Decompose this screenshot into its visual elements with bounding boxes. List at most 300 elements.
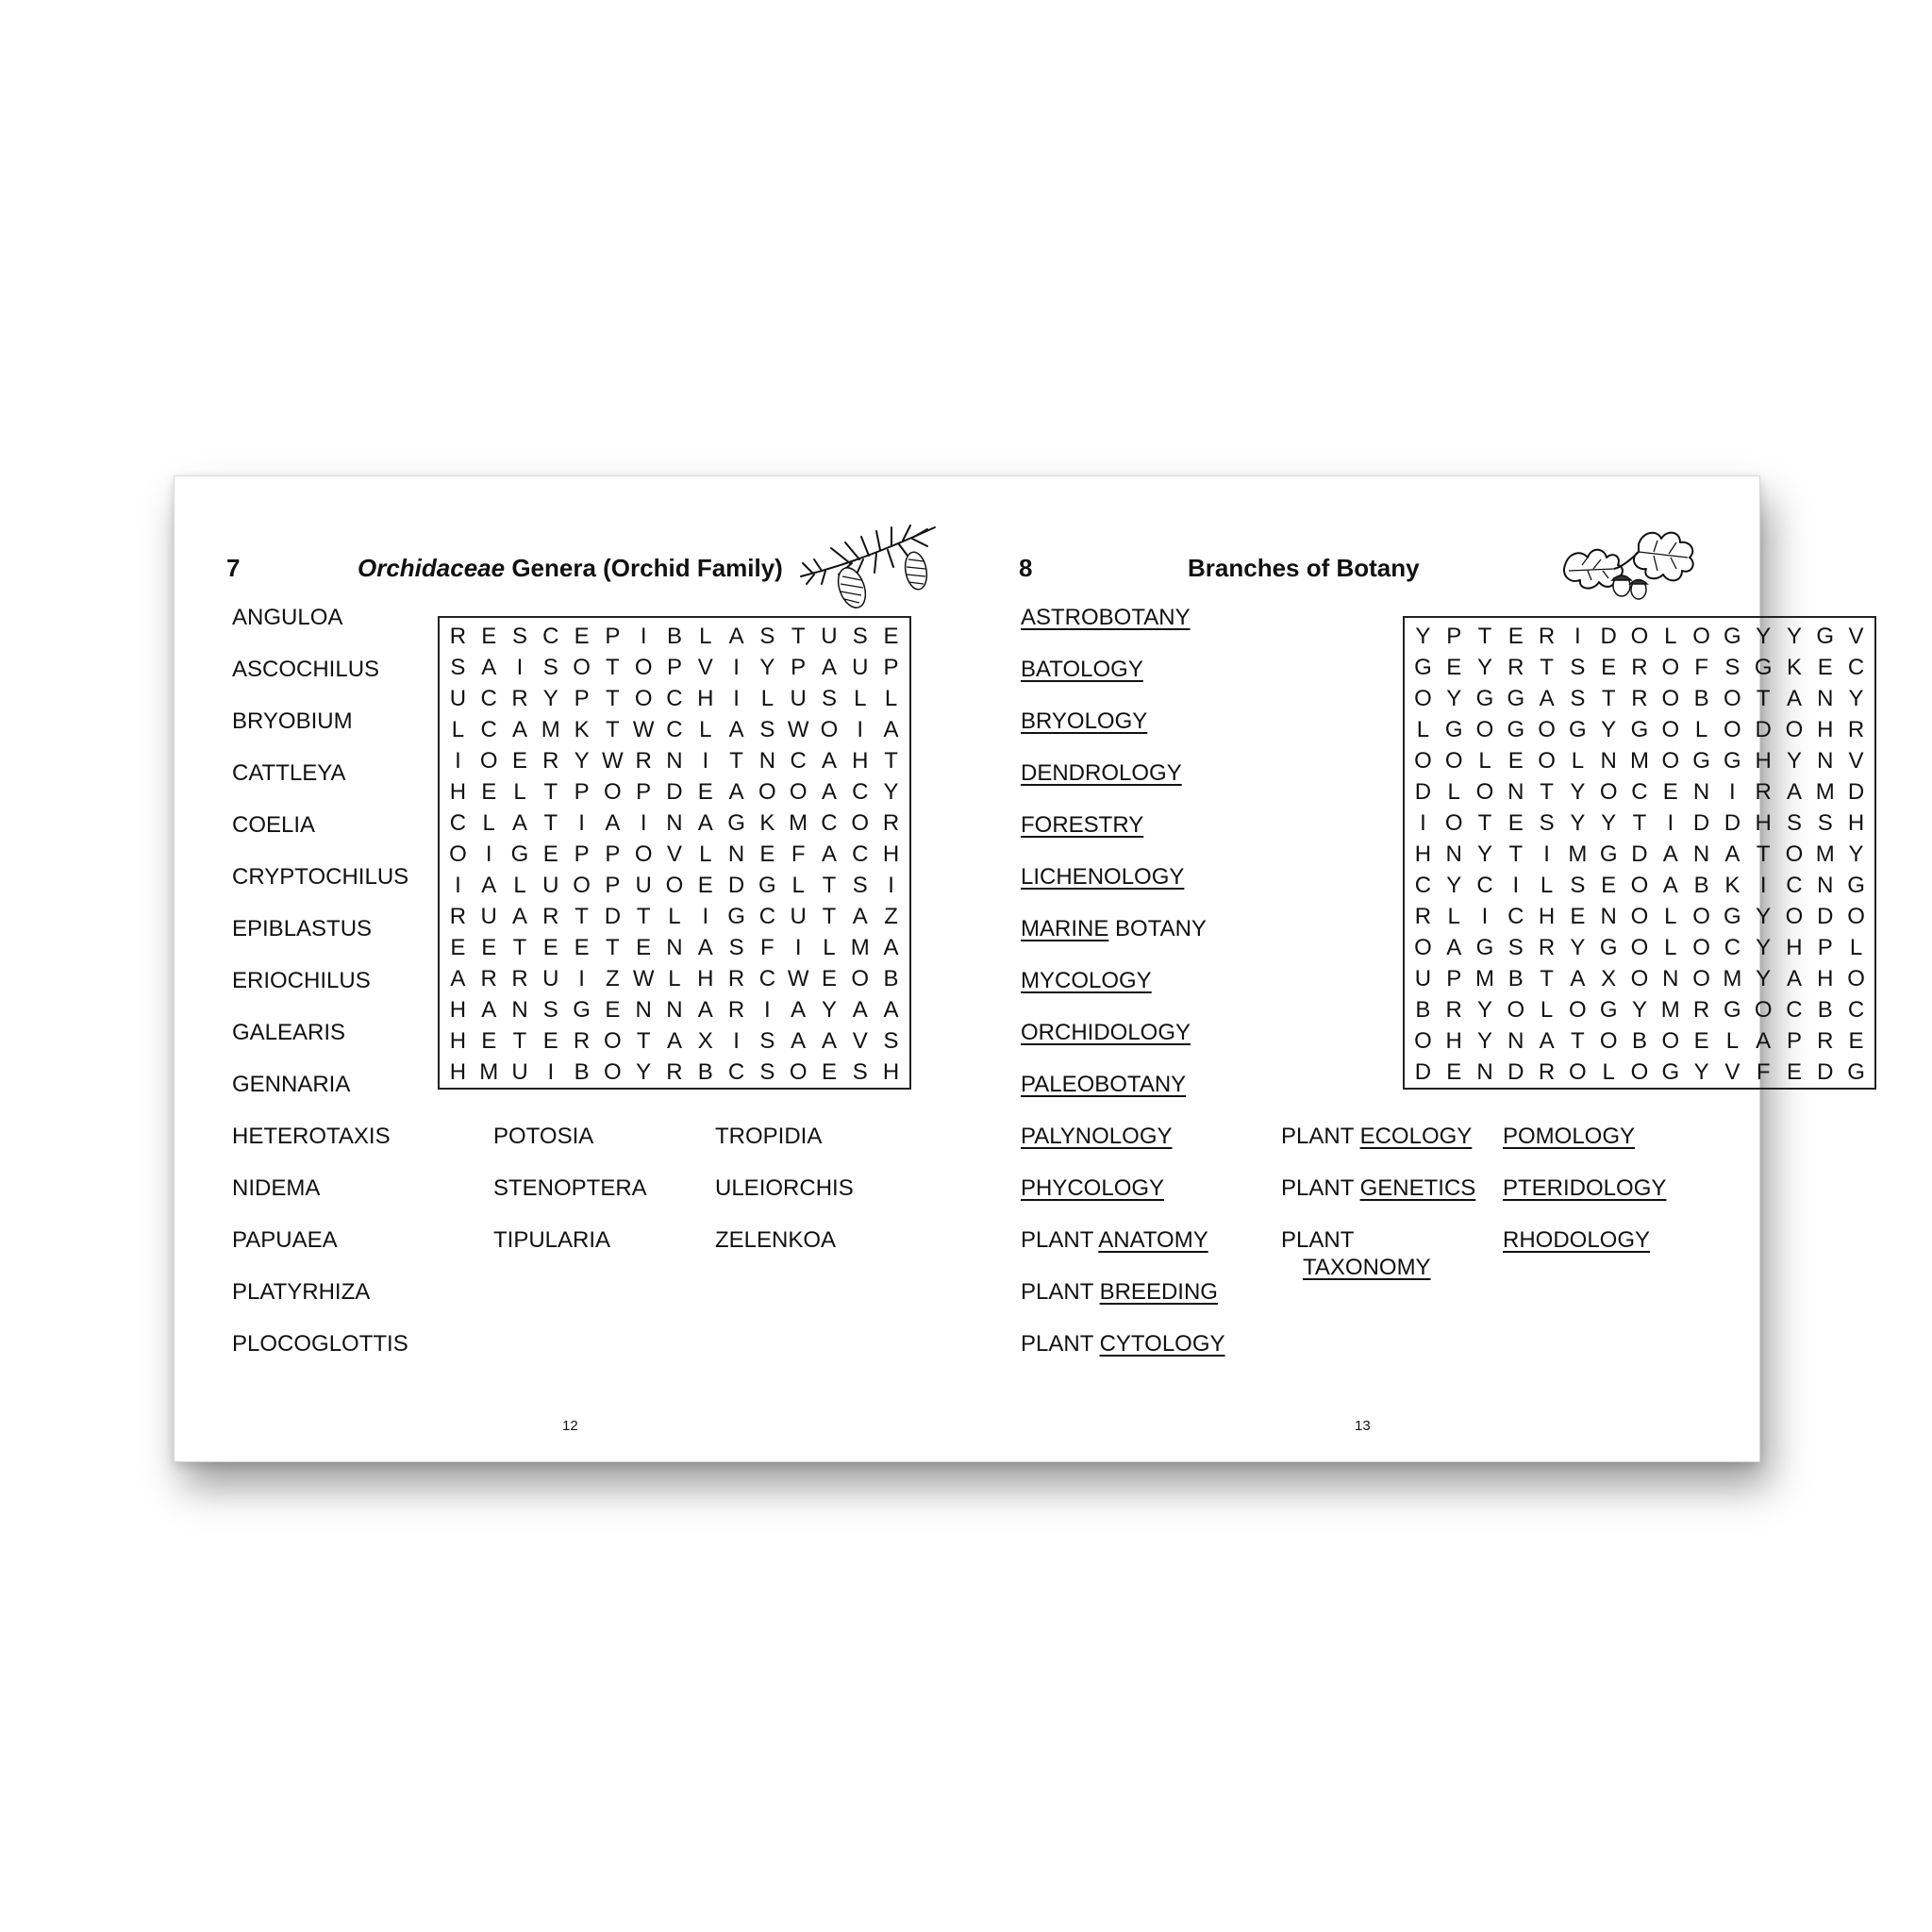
grid-letter: E (574, 935, 590, 960)
grid-letter: I (1759, 873, 1767, 898)
grid-letter: A (728, 624, 744, 649)
grid-letter: R (480, 966, 497, 991)
grid-letter: H (882, 841, 900, 867)
grid-letter: F (1694, 655, 1708, 680)
word-item: DENDROLOGY (1021, 760, 1182, 786)
puzzle-number: 8 (1019, 554, 1033, 582)
letter-grid (1403, 616, 1876, 1090)
grid-letter: C (480, 717, 497, 742)
grid-letter: U (449, 686, 467, 711)
grid-letter: G (1847, 873, 1865, 898)
grid-letter: R (1414, 904, 1432, 929)
grid-letter: S (759, 624, 775, 649)
grid-letter: A (852, 904, 868, 929)
grid-letter: M (1723, 966, 1742, 991)
grid-letter: P (1786, 1028, 1802, 1054)
grid-letter: K (574, 717, 590, 742)
grid-letter: C (1786, 873, 1803, 898)
book-spread (174, 475, 1865, 1462)
grid-letter: B (574, 1059, 590, 1085)
grid-letter: H (1538, 904, 1556, 929)
grid-letter: H (697, 966, 714, 991)
grid-letter: D (1692, 810, 1710, 836)
grid-letter: R (666, 1059, 683, 1085)
grid-letter: O (1847, 966, 1865, 991)
grid-letter: Y (1476, 997, 1492, 1023)
grid-letter: M (1815, 779, 1835, 805)
grid-letter: C (1724, 935, 1741, 960)
grid-letter: N (1600, 748, 1617, 774)
grid-letter: O (1414, 686, 1432, 711)
grid-letter: R (1631, 686, 1648, 711)
grid-letter: E (636, 935, 652, 960)
grid-letter: R (1847, 717, 1865, 742)
page-number: 12 (562, 1418, 578, 1434)
grid-letter: A (883, 717, 899, 742)
grid-row (1407, 870, 1872, 901)
grid-letter: P (883, 655, 899, 680)
grid-letter: N (666, 810, 683, 836)
grid-row (1407, 1057, 1872, 1088)
grid-letter: D (1507, 1059, 1524, 1085)
grid-letter: Y (1756, 904, 1772, 929)
grid-row (442, 870, 907, 901)
grid-letter: A (1724, 841, 1740, 867)
grid-letter: O (1599, 1028, 1618, 1054)
grid-letter: I (1667, 810, 1674, 836)
grid-letter: A (1786, 686, 1802, 711)
word-item: TIPULARIA (493, 1227, 611, 1253)
right-page (967, 476, 1865, 1461)
grid-letter: A (450, 966, 466, 991)
grid-letter: R (727, 997, 745, 1023)
grid-letter: Y (1415, 624, 1431, 649)
grid-letter: S (759, 1028, 775, 1054)
grid-letter: E (481, 935, 497, 960)
word-item: BATOLOGY (1021, 657, 1143, 682)
grid-letter: M (1568, 841, 1588, 867)
grid-letter: O (1847, 904, 1865, 929)
grid-letter: O (479, 748, 498, 774)
grid-letter: G (1724, 748, 1741, 774)
grid-letter: S (852, 1059, 868, 1085)
grid-letter: T (1756, 841, 1771, 867)
grid-letter: E (1693, 1028, 1709, 1054)
grid-letter: L (1478, 748, 1491, 774)
grid-letter: S (759, 717, 775, 742)
grid-letter: O (1661, 717, 1680, 742)
grid-letter: S (1786, 810, 1802, 836)
grid-letter: D (1724, 810, 1741, 836)
grid-letter: C (852, 841, 869, 867)
grid-letter: E (697, 779, 713, 805)
grid-letter: C (449, 810, 467, 836)
grid-letter: O (665, 873, 684, 898)
grid-letter: S (542, 997, 558, 1023)
grid-letter: S (759, 1059, 775, 1085)
grid-letter: U (852, 655, 869, 680)
grid-letter: H (697, 686, 714, 711)
grid-letter: B (1631, 1028, 1647, 1054)
grid-row (1407, 932, 1872, 963)
grid-letter: U (542, 966, 559, 991)
word-item: POMOLOGY (1503, 1124, 1636, 1149)
grid-letter: A (821, 748, 837, 774)
grid-letter: O (1414, 748, 1432, 774)
grid-letter: I (1543, 841, 1550, 867)
grid-letter: Y (1756, 935, 1772, 960)
grid-letter: U (1414, 966, 1432, 991)
grid-letter: R (449, 624, 467, 649)
puzzle-number: 7 (226, 554, 241, 582)
grid-letter: R (573, 1028, 591, 1054)
word-item: ULEIORCHIS (715, 1175, 854, 1201)
grid-row (442, 776, 907, 808)
grid-letter: S (1570, 655, 1586, 680)
grid-row (442, 994, 907, 1025)
grid-row (442, 652, 907, 683)
grid-letter: A (1662, 841, 1678, 867)
grid-letter: I (888, 873, 894, 898)
grid-letter: A (511, 904, 527, 929)
grid-letter: P (1817, 935, 1833, 960)
grid-letter: A (883, 935, 899, 960)
grid-letter: W (632, 966, 655, 991)
grid-row (442, 901, 907, 932)
grid-letter: F (791, 841, 806, 867)
grid-row (442, 808, 907, 839)
grid-letter: L (513, 873, 526, 898)
grid-letter: C (1786, 997, 1803, 1023)
grid-letter: T (1540, 655, 1554, 680)
grid-letter: U (542, 873, 559, 898)
grid-letter: H (882, 1059, 900, 1085)
grid-letter: T (512, 935, 527, 960)
grid-letter: P (605, 624, 621, 649)
word-item: PLANT ANATOMY (1021, 1227, 1208, 1253)
grid-letter: P (574, 779, 590, 805)
grid-letter: T (575, 904, 589, 929)
grid-letter: I (455, 873, 461, 898)
grid-letter: S (1724, 655, 1740, 680)
grid-letter: R (542, 748, 559, 774)
grid-letter: A (481, 997, 497, 1023)
grid-letter: U (635, 873, 652, 898)
grid-letter: E (1507, 624, 1524, 649)
grid-letter: P (636, 779, 652, 805)
grid-letter: N (1445, 841, 1462, 867)
grid-letter: S (1570, 873, 1586, 898)
grid-letter: Y (1570, 810, 1586, 836)
word-item: RHODOLOGY (1503, 1227, 1651, 1253)
grid-letter: N (1600, 904, 1617, 929)
grid-letter: Y (1848, 841, 1864, 867)
grid-letter: G (1507, 717, 1525, 742)
grid-letter: G (510, 841, 529, 867)
grid-letter: Y (1693, 1059, 1709, 1085)
grid-letter: S (1507, 935, 1524, 960)
grid-letter: O (1599, 779, 1618, 805)
grid-letter: T (822, 904, 837, 929)
grid-letter: C (1631, 779, 1648, 805)
pine-cone-branch-icon (793, 522, 944, 612)
grid-letter: E (821, 1059, 837, 1085)
grid-letter: A (791, 997, 807, 1023)
grid-letter: L (823, 935, 836, 960)
grid-letter: N (1817, 873, 1834, 898)
grid-letter: M (541, 717, 560, 742)
grid-letter: Y (542, 686, 558, 711)
word-item: LICHENOLOGY (1021, 864, 1185, 890)
grid-letter: P (1446, 966, 1462, 991)
grid-letter: L (1849, 935, 1863, 960)
grid-letter: H (449, 1059, 467, 1085)
grid-letter: C (666, 717, 683, 742)
grid-letter: I (733, 686, 740, 711)
grid-letter: E (1507, 748, 1524, 774)
grid-letter: O (1661, 686, 1680, 711)
grid-letter: E (697, 873, 713, 898)
grid-letter: O (634, 841, 653, 867)
grid-letter: G (573, 997, 591, 1023)
grid-letter: V (697, 655, 713, 680)
grid-letter: L (1571, 748, 1585, 774)
grid-letter: C (1476, 873, 1493, 898)
grid-letter: U (511, 1059, 528, 1085)
grid-letter: M (1660, 997, 1680, 1023)
grid-letter: I (516, 655, 524, 680)
grid-letter: L (1447, 904, 1460, 929)
grid-letter: G (1507, 686, 1525, 711)
grid-letter: E (542, 1028, 558, 1054)
grid-letter: O (1538, 748, 1556, 774)
grid-letter: G (1692, 748, 1710, 774)
grid-letter: Z (884, 904, 898, 929)
grid-letter: E (883, 624, 899, 649)
grid-letter: I (764, 997, 771, 1023)
grid-letter: Y (1476, 841, 1492, 867)
grid-letter: H (1786, 935, 1803, 960)
grid-letter: A (1539, 686, 1555, 711)
grid-letter: P (791, 655, 807, 680)
grid-letter: F (1756, 1059, 1771, 1085)
grid-letter: T (636, 1028, 651, 1054)
grid-letter: C (1414, 873, 1432, 898)
grid-letter: N (1476, 1059, 1493, 1085)
grid-letter: H (1817, 717, 1834, 742)
grid-letter: T (1477, 624, 1492, 649)
grid-letter: O (604, 1059, 622, 1085)
word-item: PLANT GENETICS (1281, 1175, 1476, 1201)
grid-letter: T (1477, 810, 1492, 836)
grid-letter: S (1539, 810, 1555, 836)
grid-letter: P (1446, 624, 1462, 649)
grid-letter: O (758, 779, 776, 805)
grid-letter: B (1817, 997, 1833, 1023)
grid-letter: G (1599, 935, 1618, 960)
grid-letter: R (542, 904, 559, 929)
grid-letter: E (542, 935, 558, 960)
grid-letter: E (1507, 810, 1524, 836)
grid-letter: O (1414, 935, 1432, 960)
word-item: COELIA (232, 812, 316, 838)
grid-letter: O (1475, 717, 1494, 742)
word-item: PLATYRHIZA (232, 1279, 371, 1305)
grid-row (442, 1025, 907, 1057)
grid-letter: I (547, 1059, 555, 1085)
grid-letter: R (1538, 624, 1556, 649)
grid-letter: I (1420, 810, 1426, 836)
word-item: MYCOLOGY (1021, 968, 1152, 993)
grid-letter: O (1444, 810, 1463, 836)
word-item: CRYPTOCHILUS (232, 864, 409, 890)
grid-letter: E (1601, 873, 1617, 898)
grid-letter: D (1847, 779, 1865, 805)
grid-letter: O (604, 1028, 622, 1054)
grid-letter: V (852, 1028, 868, 1054)
grid-letter: F (760, 935, 774, 960)
word-item: STENOPTERA (493, 1175, 647, 1201)
grid-row (442, 745, 907, 776)
grid-letter: E (481, 779, 497, 805)
grid-letter: Y (574, 748, 590, 774)
grid-letter: E (542, 841, 558, 867)
grid-letter: G (1630, 717, 1649, 742)
grid-letter: G (1724, 904, 1741, 929)
grid-row (1407, 683, 1872, 714)
grid-letter: U (821, 624, 838, 649)
grid-letter: O (1630, 873, 1649, 898)
grid-letter: N (1817, 686, 1834, 711)
grid-letter: O (820, 717, 839, 742)
grid-letter: O (1630, 624, 1649, 649)
grid-letter: H (1817, 966, 1834, 991)
grid-letter: P (574, 686, 590, 711)
grid-letter: D (1414, 779, 1432, 805)
grid-letter: I (578, 966, 585, 991)
grid-letter: L (1447, 779, 1460, 805)
puzzle-title (358, 554, 783, 583)
grid-letter: T (1540, 779, 1554, 805)
grid-letter: T (884, 748, 898, 774)
grid-letter: I (578, 810, 585, 836)
grid-letter: H (449, 997, 467, 1023)
grid-letter: S (1570, 686, 1586, 711)
word-item: BRYOLOGY (1021, 708, 1148, 734)
grid-letter: L (1416, 717, 1430, 742)
grid-letter: G (1724, 624, 1741, 649)
grid-letter: S (1817, 810, 1833, 836)
grid-letter: H (852, 748, 869, 774)
grid-letter: L (451, 717, 465, 742)
grid-letter: T (1632, 810, 1647, 836)
grid-letter: H (1847, 810, 1865, 836)
word-item: ANGULOA (232, 605, 343, 630)
grid-letter: O (1754, 997, 1773, 1023)
grid-letter: I (733, 1028, 740, 1054)
grid-letter: R (1631, 655, 1648, 680)
grid-row (442, 839, 907, 870)
puzzle-title-rest: Genera (Orchid Family) (505, 554, 783, 582)
grid-letter: T (1508, 841, 1524, 867)
grid-letter: A (511, 810, 527, 836)
grid-letter: R (511, 686, 528, 711)
grid-letter: A (697, 810, 713, 836)
grid-letter: E (511, 748, 527, 774)
grid-letter: A (1446, 935, 1462, 960)
word-item: BRYOBIUM (232, 708, 353, 734)
grid-letter: Z (606, 966, 620, 991)
grid-letter: C (480, 686, 497, 711)
word-item: ASTROBOTANY (1021, 605, 1191, 630)
grid-letter: M (1474, 966, 1494, 991)
grid-letter: A (883, 997, 899, 1023)
grid-letter: I (485, 841, 492, 867)
grid-letter: N (666, 935, 683, 960)
grid-letter: O (789, 779, 808, 805)
grid-letter: Y (759, 655, 775, 680)
grid-letter: O (1692, 966, 1710, 991)
grid-row (442, 621, 907, 652)
grid-letter: O (1661, 748, 1680, 774)
grid-letter: I (1512, 873, 1520, 898)
grid-letter: N (1817, 748, 1834, 774)
grid-letter: D (1631, 841, 1648, 867)
grid-letter: O (1414, 1028, 1432, 1054)
grid-letter: T (543, 779, 558, 805)
grid-letter: X (697, 1028, 713, 1054)
grid-letter: B (1507, 966, 1524, 991)
grid-row (1407, 745, 1872, 776)
grid-letter: C (821, 810, 838, 836)
grid-letter: B (1693, 686, 1709, 711)
grid-letter: L (482, 810, 495, 836)
grid-letter: S (883, 1028, 899, 1054)
grid-letter: N (666, 997, 683, 1023)
grid-row (1407, 714, 1872, 745)
grid-letter: S (728, 935, 744, 960)
grid-letter: L (1664, 624, 1677, 649)
grid-letter: E (1446, 1059, 1462, 1085)
grid-letter: E (1848, 1028, 1864, 1054)
grid-letter: O (1692, 624, 1710, 649)
grid-letter: C (790, 748, 807, 774)
word-item: PHYCOLOGY (1021, 1175, 1165, 1201)
word-item: PLANT ECOLOGY (1281, 1124, 1473, 1149)
grid-letter: T (1601, 686, 1616, 711)
grid-letter: Y (883, 779, 899, 805)
grid-letter: A (821, 1028, 837, 1054)
grid-letter: E (1601, 655, 1617, 680)
grid-letter: B (1415, 997, 1431, 1023)
grid-letter: R (1538, 935, 1556, 960)
grid-letter: H (1755, 748, 1772, 774)
grid-letter: O (1538, 717, 1556, 742)
grid-letter: W (787, 966, 809, 991)
grid-letter: L (1694, 717, 1708, 742)
grid-letter: O (789, 1059, 808, 1085)
grid-letter: D (1600, 624, 1617, 649)
grid-letter: I (1481, 904, 1489, 929)
grid-letter: D (666, 779, 683, 805)
grid-letter: E (481, 1028, 497, 1054)
grid-letter: T (1540, 966, 1554, 991)
grid-letter: E (481, 624, 497, 649)
grid-letter: Y (1446, 873, 1462, 898)
word-item: GALEARIS (232, 1020, 346, 1045)
grid-letter: G (1569, 717, 1587, 742)
word-item: EPIBLASTUS (232, 916, 373, 941)
